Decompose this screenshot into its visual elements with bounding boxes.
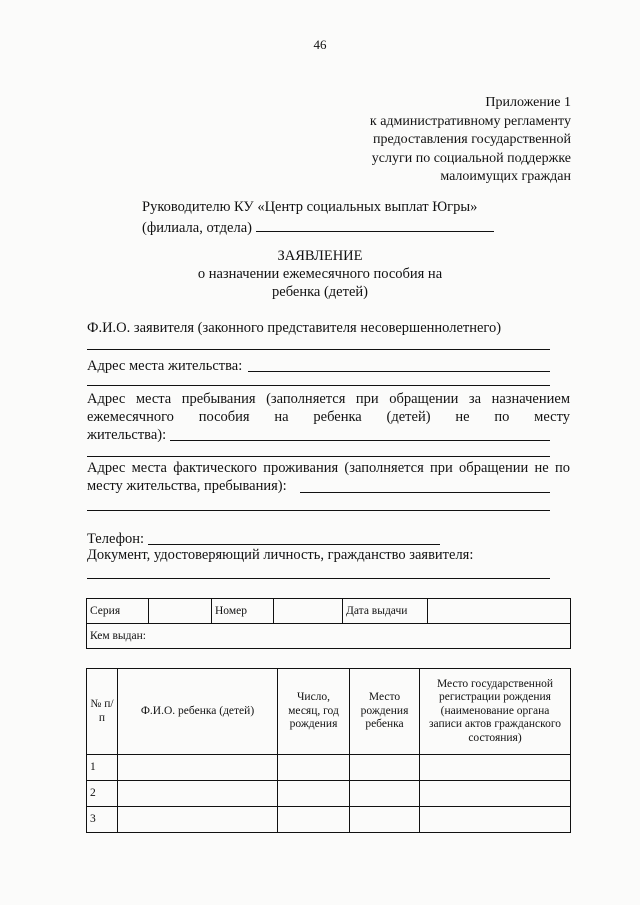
phone-label: Телефон: xyxy=(87,531,145,547)
id-document-table xyxy=(86,598,571,649)
child-name-cell[interactable] xyxy=(118,781,278,807)
issue-date-label: Дата выдачи xyxy=(343,599,428,624)
row-number: 1 xyxy=(87,755,118,781)
title-sub: ребенка (детей) xyxy=(272,284,368,300)
birth-date-cell[interactable] xyxy=(278,781,350,807)
series-label: Серия xyxy=(87,599,149,624)
title-sub: о назначении ежемесячного пособия на xyxy=(197,266,443,282)
actual-address-input-line-2[interactable] xyxy=(87,510,550,511)
fio-input-line[interactable] xyxy=(87,349,550,350)
addressee-branch-line xyxy=(142,217,494,238)
title-main: ЗАЯВЛЕНИЕ xyxy=(277,248,363,264)
issue-date-cell[interactable] xyxy=(428,599,571,624)
appendix-line: к административному регламенту xyxy=(369,113,571,129)
table-row xyxy=(87,807,571,833)
series-cell[interactable] xyxy=(149,599,212,624)
birthplace-cell[interactable] xyxy=(350,807,420,833)
header-num: № п/п xyxy=(87,669,118,755)
id-document-label: Документ, удостоверяющий личность, гражданство заявителя: xyxy=(87,547,474,563)
actual-address-input-line[interactable] xyxy=(300,492,550,493)
registration-cell[interactable] xyxy=(420,755,571,781)
birthplace-cell[interactable] xyxy=(350,755,420,781)
id-document-input-line[interactable] xyxy=(87,578,550,579)
birth-date-cell[interactable] xyxy=(278,755,350,781)
phone-input-line[interactable] xyxy=(148,544,440,545)
document-title xyxy=(0,247,640,301)
actual-address-label-1: Адрес места фактического проживания (заполняется при обращении не по xyxy=(87,460,570,476)
residence-address-label: Адрес места жительства: xyxy=(87,358,243,374)
child-name-cell[interactable] xyxy=(118,807,278,833)
residence-address-input-line[interactable] xyxy=(248,371,550,372)
row-number: 2 xyxy=(87,781,118,807)
issued-by-cell[interactable]: Кем выдан: xyxy=(87,624,571,649)
residence-address-input-line-2[interactable] xyxy=(87,385,550,386)
registration-cell[interactable] xyxy=(420,781,571,807)
actual-address-label-2: месту жительства, пребывания): xyxy=(87,478,287,494)
residence-address-field xyxy=(87,357,242,375)
appendix-header xyxy=(370,94,571,187)
appendix-line: Приложение 1 xyxy=(485,95,571,110)
number-label: Номер xyxy=(212,599,274,624)
appendix-line: услуги по социальной поддержке xyxy=(371,150,571,166)
appendix-line: малоимущих граждан xyxy=(440,169,571,184)
stay-address-input-line-2[interactable] xyxy=(87,456,550,457)
registration-cell[interactable] xyxy=(420,807,571,833)
stay-address-label-1: Адрес места пребывания (заполняется при обращении за назначением xyxy=(87,391,570,407)
stay-address-label-2: ежемесячного пособия на ребенка (детей) не по месту xyxy=(87,409,570,425)
header-birth-date: Число, месяц, год рождения xyxy=(278,669,350,755)
table-row xyxy=(87,624,571,649)
table-header-row xyxy=(87,669,571,755)
birthplace-cell[interactable] xyxy=(350,781,420,807)
addressee-branch-label: (филиала, отдела) xyxy=(142,220,252,236)
header-child-name: Ф.И.О. ребенка (детей) xyxy=(118,669,278,755)
stay-address-label-3: жительства): xyxy=(87,427,167,443)
addressee-block xyxy=(142,197,494,238)
children-table xyxy=(86,668,571,833)
table-row xyxy=(87,599,571,624)
row-number: 3 xyxy=(87,807,118,833)
addressee-line: Руководителю КУ «Центр социальных выплат Югры» xyxy=(142,199,478,215)
birth-date-cell[interactable] xyxy=(278,807,350,833)
table-row xyxy=(87,755,571,781)
number-cell[interactable] xyxy=(274,599,343,624)
stay-address-input-line[interactable] xyxy=(170,440,550,441)
table-row xyxy=(87,781,571,807)
child-name-cell[interactable] xyxy=(118,755,278,781)
header-registration: Место государственной регистрации рождения (наименование органа записи актов гражданского состояния) xyxy=(420,669,571,755)
page-number: 46 xyxy=(313,37,327,52)
header-birthplace: Место рождения ребенка xyxy=(350,669,420,755)
appendix-line: предоставления государственной xyxy=(372,132,571,147)
fio-label: Ф.И.О. заявителя (законного представителя несовершеннолетнего) xyxy=(87,320,502,336)
branch-input-line[interactable] xyxy=(256,217,494,232)
